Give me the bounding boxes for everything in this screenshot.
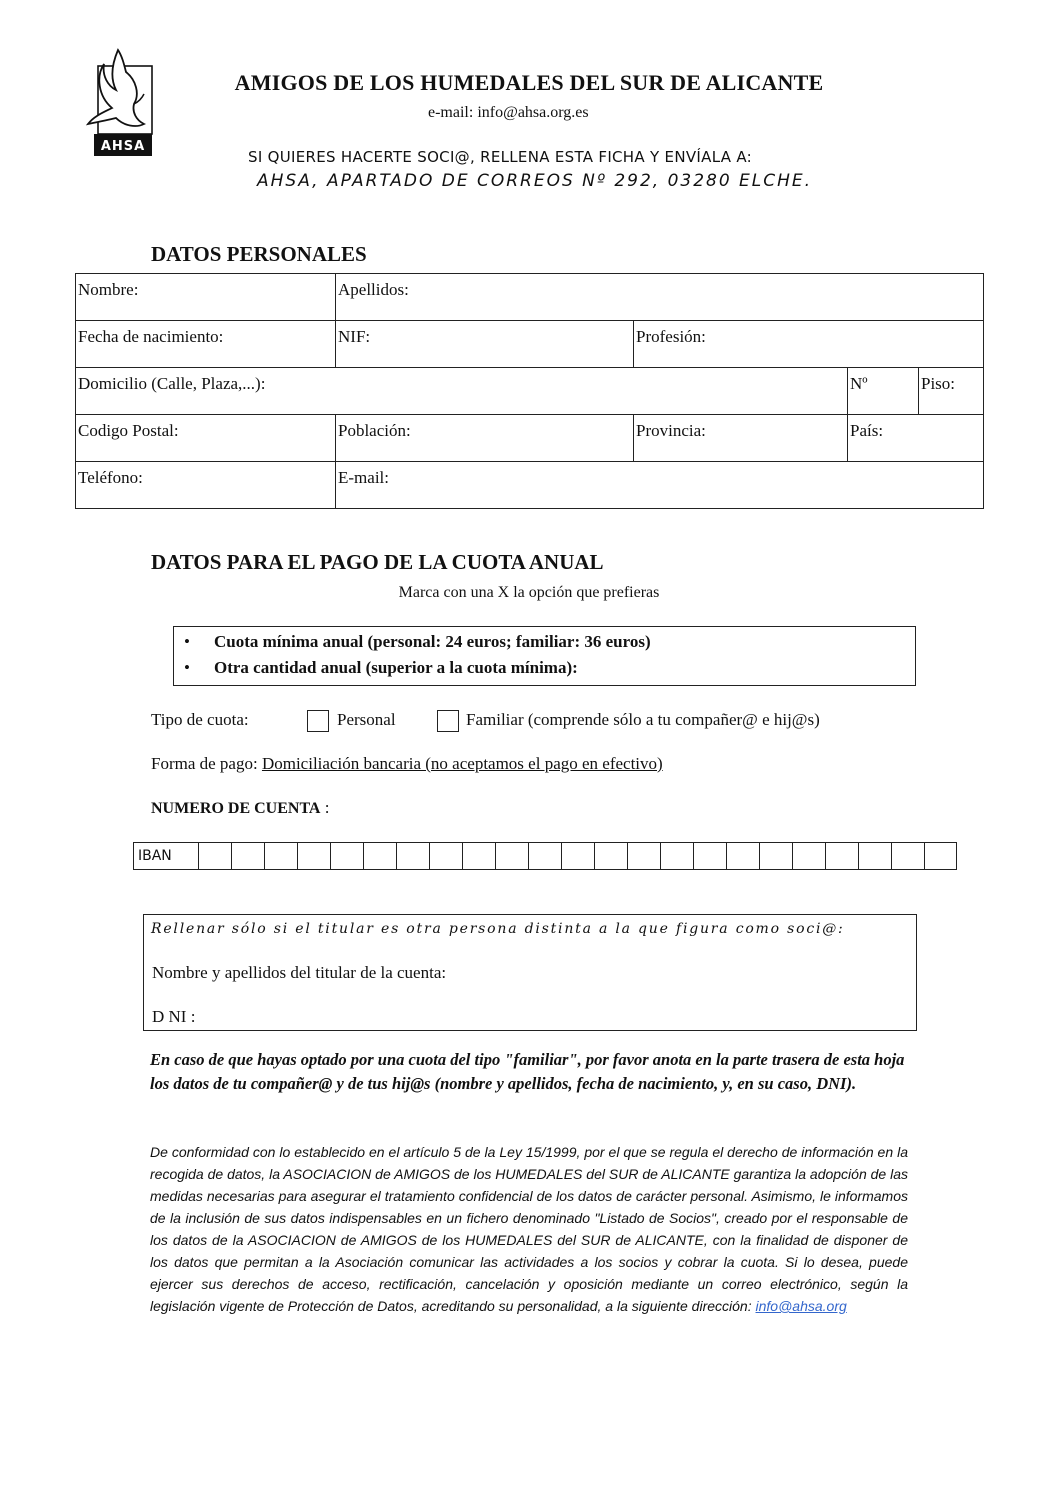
iban-digit-cell[interactable] [628, 843, 661, 870]
numero-cuenta-label: NUMERO DE CUENTA [151, 800, 321, 817]
iban-digit-cell[interactable] [595, 843, 628, 870]
titular-name-field[interactable]: Nombre y apellidos del titular de la cuenta: [152, 963, 447, 982]
domicilio-label: Domicilio (Calle, Plaza,...): [78, 374, 266, 393]
ahsa-logo [84, 46, 154, 158]
payment-title: DATOS PARA EL PAGO DE LA CUOTA ANUAL [151, 550, 604, 574]
iban-digit-cell[interactable] [562, 843, 595, 870]
codigo-postal-label: Codigo Postal: [78, 421, 179, 440]
profesion-field[interactable] [634, 321, 984, 368]
fecha-nacimiento-label: Fecha de nacimiento: [78, 327, 224, 346]
email-label: E-mail: [338, 468, 389, 487]
iban-digit-cell[interactable] [232, 843, 265, 870]
iban-digit-cell[interactable] [430, 843, 463, 870]
option-otra-cantidad-label: Otra cantidad anual (superior a la cuota mínima): [214, 658, 578, 677]
legal-notice [150, 1141, 908, 1317]
iban-digit-cell[interactable] [364, 843, 397, 870]
iban-digit-cell[interactable] [661, 843, 694, 870]
instruction-text: SI QUIERES HACERTE SOCI@, RELLENA ESTA FICHA Y ENVÍALA A: [248, 148, 752, 166]
org-title-text: AMIGOS DE LOS HUMEDALES DEL SUR DE ALICANTE [234, 70, 824, 95]
bird-logo-icon [84, 46, 154, 158]
option-cuota-minima[interactable] [184, 632, 651, 652]
cuota-options-box [173, 626, 916, 686]
apellidos-field[interactable] [336, 274, 984, 321]
svg-text:AHSA: AHSA [100, 139, 146, 154]
iban-digit-cell[interactable] [397, 843, 430, 870]
apellidos-label: Apellidos: [338, 280, 409, 299]
iban-digit-cell[interactable] [463, 843, 496, 870]
nombre-label: Nombre: [78, 280, 139, 299]
iban-digit-cell[interactable] [298, 843, 331, 870]
familiar-checkbox[interactable] [437, 710, 459, 732]
iban-digit-cell[interactable] [760, 843, 793, 870]
iban-digit-cell[interactable] [826, 843, 859, 870]
family-note: En caso de que hayas optado por una cuota del tipo "familiar", por favor anota en la parte trasera de esta hoja los datos de tu compañer@ y de tus hij@s (nombre y apellidos, fecha de nacimiento, y, en su caso, DNI). [150, 1050, 905, 1093]
poblacion-field[interactable] [336, 415, 634, 462]
legal-text: De conformidad con lo establecido en el artículo 5 de la Ley 15/1999, por el que se regula el derecho de información en la recogida de datos, la ASOCIACION de AMIGOS de los HUMEDALES del SUR de ALICANTE garantiza la adopción de las medidas necesarias para asegurar el tratamiento confidencial de los datos de carácter personal. Asimismo, le informamos de la inclusión de sus datos indispensables en un fichero denominado "Listado de Socios", creado por el responsable de los datos de la ASOCIACION de AMIGOS de los HUMEDALES del SUR de ALICANTE, con la finalidad de disponer de los datos que permitan a la Asociación comunicar las actividades a los socios y cobrar la cuota. Si lo desea, puede ejercer sus derechos de acceso, rectificación, cancelación y oposición mediante un correo electrónico, según la legislación vigente de Protección de Datos, acreditando su personalidad, a la siguiente dirección: [150, 1144, 908, 1314]
iban-digit-cell[interactable] [331, 843, 364, 870]
provincia-field[interactable] [634, 415, 848, 462]
iban-digit-cell[interactable] [694, 843, 727, 870]
personal-data-table [75, 273, 984, 509]
telefono-label: Teléfono: [78, 468, 143, 487]
option-otra-cantidad[interactable] [184, 658, 578, 678]
domicilio-field[interactable] [76, 368, 848, 415]
iban-table [133, 842, 957, 870]
email-field[interactable] [336, 462, 984, 509]
postal-address: AHSA, APARTADO DE CORREOS Nº 292, 03280 ELCHE. [257, 171, 813, 191]
pais-label: País: [850, 421, 884, 440]
numero-cuenta-colon: : [320, 798, 330, 817]
bullet: • [184, 658, 190, 677]
iban-digit-cell[interactable] [265, 843, 298, 870]
iban-digit-cell[interactable] [199, 843, 232, 870]
fecha-nacimiento-field[interactable] [76, 321, 336, 368]
pais-field[interactable] [848, 415, 984, 462]
personal-label: Personal [337, 710, 396, 729]
option-cuota-minima-label: Cuota mínima anual (personal: 24 euros; familiar: 36 euros) [214, 632, 651, 651]
telefono-field[interactable] [76, 462, 336, 509]
profesion-label: Profesión: [636, 327, 706, 346]
nombre-field[interactable] [76, 274, 336, 321]
iban-digit-cell[interactable] [892, 843, 925, 870]
legal-email-link[interactable]: info@ahsa.org [755, 1298, 847, 1314]
nif-field[interactable] [336, 321, 634, 368]
piso-field[interactable] [919, 368, 984, 415]
poblacion-label: Población: [338, 421, 411, 440]
iban-label: IBAN [134, 843, 199, 870]
titular-dni-field[interactable]: D NI : [152, 1007, 196, 1026]
personal-checkbox[interactable] [307, 710, 329, 732]
personal-data-title: DATOS PERSONALES [151, 242, 367, 266]
nif-label: NIF: [338, 327, 371, 346]
header-email: e-mail: info@ahsa.org.es [428, 104, 589, 121]
iban-digit-cell[interactable] [925, 843, 957, 870]
forma-pago-value: Domiciliación bancaria (no aceptamos el pago en efectivo) [261, 754, 663, 773]
iban-digit-cell[interactable] [793, 843, 826, 870]
titular-box [143, 914, 917, 1031]
iban-digit-cell[interactable] [496, 843, 529, 870]
piso-label: Piso: [921, 374, 956, 393]
numero-field[interactable] [848, 368, 919, 415]
bullet: • [184, 632, 190, 651]
numero-cuenta-heading [151, 798, 329, 818]
numero-label: Nº [850, 374, 868, 393]
titular-note: Rellenar sólo si el titular es otra persona distinta a la que figura como soci@: [151, 921, 845, 937]
tipo-cuota-label: Tipo de cuota: [151, 710, 249, 729]
iban-digit-cell[interactable] [727, 843, 760, 870]
codigo-postal-field[interactable] [76, 415, 336, 462]
forma-pago [151, 754, 663, 774]
iban-digit-cell[interactable] [529, 843, 562, 870]
iban-digit-cell[interactable] [859, 843, 892, 870]
org-title [0, 70, 1058, 96]
forma-pago-label: Forma de pago: [151, 754, 262, 773]
payment-subtitle: Marca con una X la opción que prefieras [398, 584, 660, 601]
provincia-label: Provincia: [636, 421, 706, 440]
familiar-label: Familiar (comprende sólo a tu compañer@ e hij@s) [466, 710, 820, 729]
